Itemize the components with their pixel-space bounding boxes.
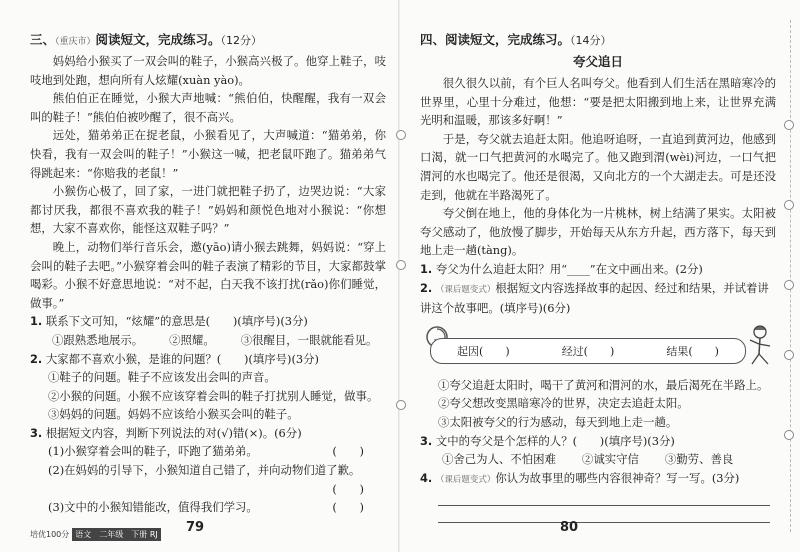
question-number: 2. (420, 280, 433, 295)
paragraph: 晚上，动物们举行音乐会，邀(yāo)请小猴去跳舞，妈妈说：“穿上会叫的鞋子去吧。”小猴穿着会叫的鞋子表演了精彩的节目，大家都鼓掌喝彩。小猴不好意思地说：“对不起，白天我不该打扰(rǎo)你们睡觉，做事。” (30, 239, 386, 310)
option[interactable]: ③太阳被夸父的行为感动，每天到地上走一趟。 (438, 414, 678, 429)
question-number: 2. (30, 351, 43, 366)
judge-text: (3)文中的小猴知错能改，值得我们学习。 (48, 500, 258, 515)
option[interactable]: ②诚实守信 (581, 452, 639, 467)
paragraph: 小猴伤心极了，回了家，一进门就把鞋子扔了，边哭边说：“大家都讨厌我，都很不喜欢我的鞋子！”妈妈和颜悦色地对小猴说：“你想想，大家不喜欢你，能怪这双鞋子吗？” (30, 184, 386, 236)
option[interactable]: ③妈妈的问题。妈妈不应该给小猴买会叫的鞋子。 (48, 407, 299, 422)
question-number: 1. (30, 314, 43, 329)
question-text: 文中的夸父是个怎样的人？( )(填序号)(3分) (435, 433, 675, 448)
binding-hole-icon (784, 280, 794, 290)
binding-hole-icon (784, 120, 794, 130)
answer-blank[interactable]: ( ) (332, 444, 364, 459)
question-text: 联系下文可知，“炫耀”的意思是( )(填序号)(3分) (45, 314, 308, 329)
question-3 (420, 432, 776, 451)
grade-tag: 语文 二年级 下册 RJ (72, 528, 160, 541)
question-2 (30, 350, 386, 369)
section-source: （重庆市） (55, 37, 96, 47)
question-3 (30, 424, 386, 443)
question-text: 根据短文内容选择故事的起因、经过和结果，并试着讲讲这个故事吧。(填序号)(6分) (420, 280, 769, 316)
binding-hole-icon (784, 200, 794, 210)
section-points: （12分） (220, 34, 263, 47)
story-title: 夸父追日 (572, 54, 623, 69)
option[interactable]: ③勤劳、善良 (664, 452, 734, 467)
question-text: 你认为故事里的哪些内容很神奇？写一写。(3分) (495, 470, 740, 485)
question-text: 大家都不喜欢小猴，是谁的问题？( )(填序号)(3分) (45, 351, 320, 366)
binding-dash-line (790, 20, 791, 532)
judge-text: (1)小猴穿着会叫的鞋子，吓跑了猫弟弟。 (48, 444, 258, 459)
section-title-four (420, 30, 776, 48)
question-3-options (442, 450, 776, 469)
gutter-hole-icon (396, 130, 406, 140)
page-number-right: 80 (560, 520, 579, 535)
question-number: 4. (420, 470, 433, 485)
question-4 (420, 469, 776, 490)
question-text: 根据短文内容，判断下列说法的对(√)错(×)。(6分) (45, 425, 302, 440)
paragraph: 妈妈给小猴买了一双会叫的鞋子，小猴高兴极了。他穿上鞋子，吱吱地到处跑，想向所有人炫耀(xuàn yào)。 (30, 54, 386, 87)
binding-hole-icon (784, 430, 794, 440)
judge-item (48, 442, 386, 461)
judge-item (48, 498, 386, 517)
question-number: 3. (30, 425, 43, 440)
question-tag: （课后题变式） (435, 474, 496, 485)
answer-blank[interactable]: ( ) (332, 481, 364, 496)
answer-blank[interactable]: ( ) (332, 500, 364, 515)
section-prefix: 三、 (30, 32, 56, 47)
section-title-three (30, 30, 386, 48)
judge-item (48, 461, 386, 480)
option[interactable]: ③很醒目，一眼就能看见。 (240, 332, 378, 347)
section-points: （14分） (570, 34, 612, 47)
option[interactable]: ②夸父想改变黑暗寒冷的世界，决定去追赶太阳。 (438, 396, 689, 411)
question-text: 夸父为什么追赶太阳？用“____”在文中画出来。(2分) (435, 261, 703, 276)
right-page (400, 0, 800, 552)
paragraph: 熊伯伯正在睡觉，小猴大声地喊：“熊伯伯，快醒醒，我有一双会叫的鞋子！”熊伯伯被吵醒了，很不高兴。 (30, 91, 386, 124)
question-2 (420, 279, 776, 318)
question-tag: （课后题变式） (435, 284, 496, 295)
option[interactable]: ①夸父追赶太阳时，喝干了黄河和渭河的水，最后渴死在半路上。 (438, 377, 769, 392)
option[interactable]: ①舍己为人、不怕困难 (442, 452, 556, 467)
stage-bar (430, 338, 746, 364)
story-stage-diagram (420, 324, 776, 370)
gutter-hole-icon (396, 260, 406, 270)
section-heading: 阅读短文，完成练习。 (95, 32, 221, 47)
stage-result[interactable]: 结果( ) (666, 344, 719, 358)
stage-process[interactable]: 经过( ) (561, 344, 615, 358)
paragraph: 远处，猫弟弟正在捉老鼠，小猴看见了，大声喊道：“猫弟弟，你快看，我有一双会叫的鞋子！”小猴这一喊，把老鼠吓跑了。猫弟弟气得跳起来：“你赔我的老鼠！” (30, 128, 386, 180)
brand-name: 培优100分 (30, 530, 70, 539)
option[interactable]: ②照耀。 (169, 332, 215, 347)
judge-text: (2)在妈妈的引导下，小猴知道自己错了，并向动物们道了歉。 (48, 463, 361, 478)
judge-item (48, 480, 386, 499)
binding-hole-icon (784, 350, 794, 360)
question-number: 1. (420, 261, 433, 276)
stage-cause[interactable]: 起因( ) (457, 344, 510, 358)
option[interactable]: ①鞋子的问题。鞋子不应该发出会叫的声音。 (48, 370, 276, 385)
paragraph: 夸父倒在地上，他的身体化为一片桃林，树上结满了果实。太阳被夸父感动了，他放慢了脚步，开始每天从东方升起，西方落下，每天到地上走一趟(tàng)。 (420, 206, 776, 258)
question-1 (420, 260, 776, 279)
answer-line[interactable] (438, 506, 770, 523)
section-prefix: 四、 (420, 32, 446, 47)
section-heading: 阅读短文，完成练习。 (445, 32, 571, 47)
gutter-hole-icon (396, 400, 406, 410)
paragraph: 很久很久以前，有个巨人名叫夸父。他看到人们生活在黑暗寒冷的世界里，心里十分难过，他想：“要是把太阳搬到地上来，让世界充满光明和温暖，那该多好啊！” (420, 76, 776, 128)
footer-brand (30, 528, 161, 541)
paragraph: 于是，夸父就去追赶太阳。他追呀追呀，一直追到黄河边，他感到口渴，就一口气把黄河的水喝完了。他又跑到渭(wèi)河边，一口气把渭河的水也喝完了。他还是很渴，又向北方的一个大湖走去。可是还没走到，他就在半路渴死了。 (420, 131, 776, 202)
question-1 (30, 312, 386, 331)
question-number: 3. (420, 433, 433, 448)
page-number-left: 79 (186, 520, 205, 535)
option[interactable]: ②小猴的问题。小猴不应该穿着会叫的鞋子打扰别人睡觉，做事。 (48, 388, 379, 403)
question-1-options (52, 331, 386, 350)
answer-line[interactable] (438, 489, 770, 506)
kuafu-figure-icon (746, 324, 774, 368)
option[interactable]: ①跟熟悉地展示。 (52, 332, 144, 347)
